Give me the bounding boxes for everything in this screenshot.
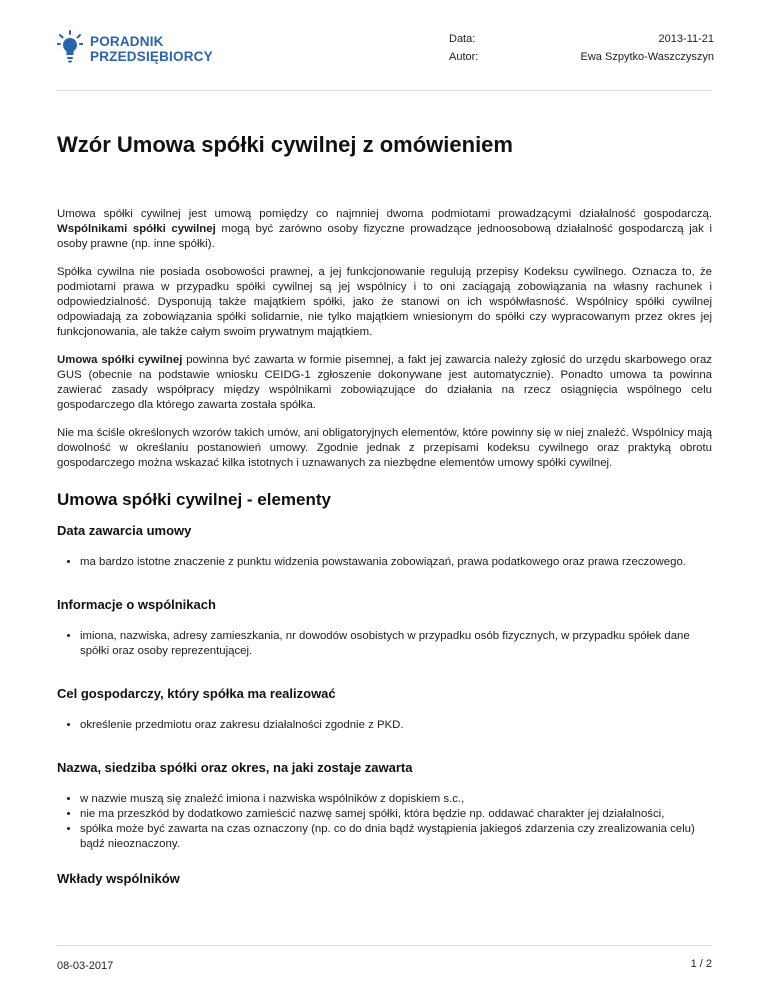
lightbulb-icon [57, 30, 83, 64]
subsection-heading: Nazwa, siedziba spółki oraz okres, na jaki zostaje zawarta [57, 760, 413, 775]
bullet-list [57, 629, 712, 659]
logo-wordmark [90, 34, 213, 64]
paragraph-legal: Spółka cywilna nie posiada osobowości prawnej, a jej funkcjonowanie regulują przepisy Kodeksu cywilnego. Oznacza to, że podmiotami prawa w przypadku spółki cywilnej są jej wspólnicy i to oni zaciągają zobowiązania na własny rachunek i odpowiedzialność. Dysponują także majątkiem spółki, jako że stanowi on ich współwłasność. Wspólnicy spółki cywilnej odpowiadają za zobowiązania spółki solidarnie, nie tylko majątkiem wniesionym do spółki czy wypracowanym przez okres jej funkcjonowania, ale także całym swoim prywatnym majątkiem. [57, 266, 712, 338]
section-heading: Umowa spółki cywilnej - elementy [57, 490, 331, 509]
meta-values [581, 30, 714, 66]
paragraph-form [57, 353, 712, 413]
page-number: 1 / 2 [690, 958, 712, 970]
list-item: • określenie przedmiotu oraz zakresu działalności zgodnie z PKD. [80, 718, 712, 733]
list-item: • spółka może być zawarta na czas oznaczony (np. co do dnia bądź wystąpienia jakiegoś zdarzenia czy zrealizowania celu) bądź nieoznaczony. [80, 822, 712, 852]
subsection-heading: Informacje o wspólnikach [57, 597, 216, 612]
footer-date: 08-03-2017 [57, 960, 114, 972]
logo-line-2: PRZEDSIĘBIORCY [90, 49, 213, 64]
footer-divider [57, 945, 712, 946]
subsection-heading: Wkłady wspólników [57, 871, 180, 886]
subsection-contributions [57, 870, 712, 888]
logo-line-1: PORADNIK [90, 34, 164, 49]
p3-text: powinna być zawarta w formie pisemnej, a fakt jej zawarcia należy zgłosić do urzędu skarbowego oraz GUS (obecnie na podstawie wniosku CEIDG-1 zgłoszenie dokonywane jest automatycznie). Ponadto umowa ta powinna zawierać zasady współpracy między wspólnikami zobowiązujące do działania na rzecz osiągnięcia wspólnego celu gospodarczego dla którego zawarta została spółka. [57, 354, 713, 411]
meta-labels [449, 30, 478, 66]
date-label: Data: [449, 33, 476, 45]
bullet-list [57, 792, 712, 852]
bullet-list [57, 555, 712, 570]
brand-logo[interactable] [57, 30, 237, 70]
p1-bold: Wspólnikami spółki cywilnej [57, 223, 216, 235]
author-label: Autor: [449, 51, 479, 63]
subsection-partners [57, 596, 712, 659]
list-item: • w nazwie muszą się znaleźć imiona i nazwiska wspólników z dopiskiem s.c., [80, 792, 712, 807]
p1-text-b: mogą być zarówno osoby fizyczne prowadzące jednoosobową działalność gospodarczą jak i osoby prawne (np. inne spółki). [57, 223, 712, 250]
date-value: 2013-11-21 [658, 33, 714, 45]
author-value: Ewa Szpytko-Waszczyszyn [580, 51, 714, 63]
p3-bold: Umowa spółki cywilnej [57, 354, 183, 366]
subsection-goal [57, 685, 712, 733]
list-item: • ma bardzo istotne znaczenie z punktu widzenia powstawania zobowiązań, prawa podatkowego oraz prawa rzeczowego. [80, 555, 712, 570]
paragraph-intro [57, 207, 712, 252]
header-divider [57, 90, 712, 91]
page-title: Wzór Umowa spółki cywilnej z omówieniem [57, 132, 513, 157]
subsection-name-seat [57, 759, 712, 852]
subsection-date [57, 522, 712, 570]
list-item: • nie ma przeszkód by dodatkowo zamieścić nazwę samej spółki, która będzie np. oddawać charakter jej działalności, [80, 807, 712, 822]
subsection-heading: Cel gospodarczy, który spółka ma realizować [57, 686, 336, 701]
bullet-list [57, 718, 712, 733]
article-content [57, 130, 712, 903]
paragraph-templates: Nie ma ściśle określonych wzorów takich umów, ani obligatoryjnych elementów, które powinny się w niej znaleźć. Wspólnicy mają dowolność w określaniu postanowień umowy. Zgodnie jednak z przepisami kodeksu cywilnego oraz praktyką obrotu gospodarczego można wskazać kilka istotnych i uznawanych za niezbędne elementów umowy spółki cywilnej. [57, 427, 712, 469]
subsection-heading: Data zawarcia umowy [57, 523, 192, 538]
list-item: • imiona, nazwiska, adresy zamieszkania, nr dowodów osobistych w przypadku osób fizycznych, w przypadku spółek dane spółki oraz osoby reprezentującej. [80, 629, 712, 659]
p1-text-a: Umowa spółki cywilnej jest umową pomiędzy co najmniej dwoma podmiotami prowadzącymi działalność gospodarczą. [57, 208, 712, 220]
